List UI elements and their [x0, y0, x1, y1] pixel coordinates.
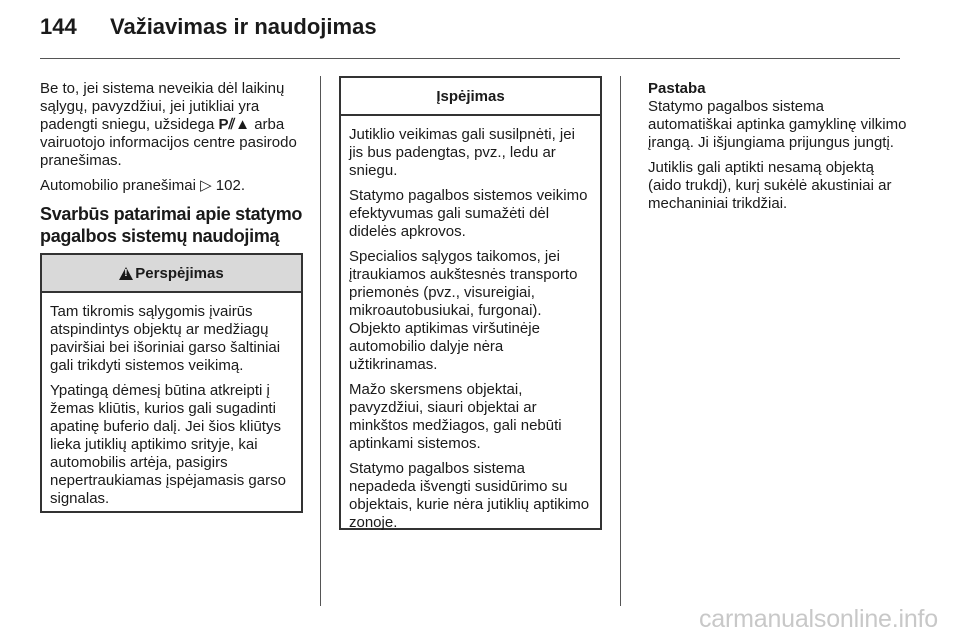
column-left	[40, 80, 305, 257]
paragraph: Statymo pagalbos sistema automatiškai aptinka gamyklinę vilkimo įrangą. Ji išjungiama prijungus jungtį.	[648, 98, 907, 151]
paragraph: Statymo pagalbos sistemos veikimo efektyvumas gali sumažėti dėl didelės apkrovos.	[349, 187, 588, 240]
paragraph: Jutiklis gali aptikti nesamą objektą (aido trukdį), kurį sukėlė akustiniai ar mechaniniai trikdžiai.	[648, 159, 892, 212]
column-right	[648, 80, 910, 220]
note-label: Pastaba	[648, 80, 706, 97]
paragraph: Tam tikromis sąlygomis įvairūs atspindintys objektų ar medžiagų paviršiai bei išoriniai garso šaltiniai gali trikdyti sistemos veikimą.	[50, 303, 281, 374]
paragraph: Be to, jei sistema neveikia dėl laikinų sąlygų, pavyzdžiui, jei jutikliai yra padengti sniegu, užsidega P⫽▲ arba vairuotojo informacijos centre pasirodo pranešimas.	[40, 80, 297, 169]
warning-box-title: Įspėjimas	[436, 87, 505, 105]
column-divider-left	[320, 76, 321, 606]
section-heading: Svarbūs patarimai apie statymo pagalbos sistemų naudojimą	[40, 204, 303, 246]
paragraph: Statymo pagalbos sistema nepadeda išvengti susidūrimo su objektais, kurie nėra jutiklių aptikimo zonoje.	[349, 460, 590, 531]
warning-box-notice	[339, 76, 602, 530]
page-header	[40, 14, 377, 40]
paragraph: Automobilio pranešimai ▷ 102.	[40, 177, 245, 194]
warning-box-body	[341, 116, 600, 545]
page-title: Važiavimas ir naudojimas	[110, 14, 377, 39]
paragraph: Specialios sąlygos taikomos, jei įtraukiamos aukštesnės transporto priemonės (pvz., visureigiai, mikroautobusiukai, furgonai). Objekto aptikimas viršutinėje automobilio dalyje nėra užtikrinamas.	[349, 248, 578, 373]
watermark: carmanualsonline.info	[698, 605, 938, 633]
paragraph: Mažo skersmens objektai, pavyzdžiui, siauri objektai ar minkštos medžiagos, gali nebūti aptinkami sistemos.	[349, 381, 562, 452]
header-rule	[40, 58, 900, 59]
page-number: 144	[40, 14, 77, 39]
warning-box-caution	[40, 253, 303, 513]
warning-triangle-icon	[119, 267, 133, 280]
page-reference-icon: ▷	[200, 177, 212, 194]
warning-box-header	[42, 255, 301, 293]
warning-box-body	[42, 293, 301, 521]
warning-box-header	[341, 78, 600, 116]
column-divider-right	[620, 76, 621, 606]
warning-box-title: Perspėjimas	[135, 264, 224, 282]
parking-assist-symbol-icon: P⫽▲	[218, 116, 251, 133]
paragraph: Ypatingą dėmesį būtina atkreipti į žemas kliūtis, kurios gali sugadinti apatinę buferio dalį. Jei šios kliūtys lieka jutiklių aptikimo srityje, kai automobilis artėja, pasigirs nepertraukiamas įspėjamasis garso signalas.	[50, 382, 286, 507]
paragraph: Jutiklio veikimas gali susilpnėti, jei jis bus padengtas, pvz., ledu ar sniegu.	[349, 126, 575, 179]
